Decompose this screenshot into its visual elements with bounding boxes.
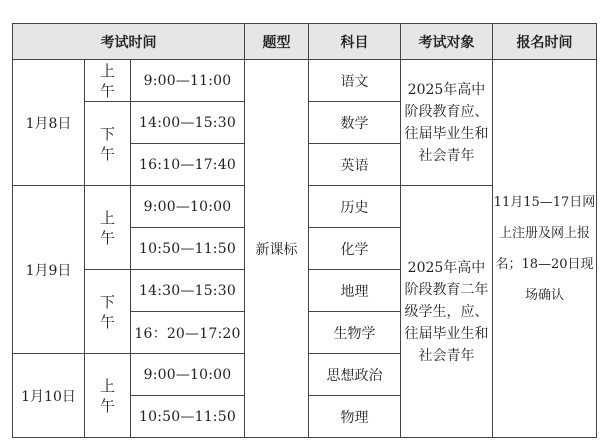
header-subject: 科目 <box>309 24 401 60</box>
period-label: 上午 <box>99 208 115 247</box>
time-cell: 14:30—15:30 <box>131 270 245 312</box>
period-cell <box>85 102 131 186</box>
period-label: 下午 <box>99 292 115 331</box>
header-target: 考试对象 <box>401 24 493 60</box>
day-cell: 1月10日 <box>13 354 85 438</box>
exam-schedule-table <box>12 23 597 438</box>
target-cell: 2025年高中阶段教育二年级学生，应、往届毕业生和社会青年 <box>401 186 493 438</box>
time-cell: 10:50—11:50 <box>131 396 245 438</box>
time-cell: 9:00—10:00 <box>131 186 245 228</box>
day-cell: 1月9日 <box>13 186 85 354</box>
target-cell: 2025年高中阶段教育应、往届毕业生和社会青年 <box>401 60 493 186</box>
table-row <box>13 60 597 102</box>
subject-cell: 数学 <box>309 102 401 144</box>
period-cell <box>85 186 131 270</box>
subject-cell: 生物学 <box>309 312 401 354</box>
question-type-cell: 新课标 <box>245 60 309 438</box>
subject-cell: 物理 <box>309 396 401 438</box>
time-cell: 16：20—17:20 <box>131 312 245 354</box>
period-cell <box>85 270 131 354</box>
period-label: 上午 <box>99 61 115 100</box>
subject-cell: 英语 <box>309 144 401 186</box>
time-cell: 16:10—17:40 <box>131 144 245 186</box>
subject-cell: 语文 <box>309 60 401 102</box>
time-cell: 10:50—11:50 <box>131 228 245 270</box>
subject-cell: 地理 <box>309 270 401 312</box>
period-label: 下午 <box>99 124 115 163</box>
header-exam-time: 考试时间 <box>13 24 245 60</box>
header-row <box>13 24 597 60</box>
subject-cell: 思想政治 <box>309 354 401 396</box>
header-registration: 报名时间 <box>493 24 597 60</box>
period-cell <box>85 60 131 102</box>
subject-cell: 化学 <box>309 228 401 270</box>
period-cell <box>85 354 131 438</box>
period-label: 上午 <box>99 376 115 415</box>
day-cell: 1月8日 <box>13 60 85 186</box>
time-cell: 9:00—11:00 <box>131 60 245 102</box>
time-cell: 9:00—10:00 <box>131 354 245 396</box>
header-question-type: 题型 <box>245 24 309 60</box>
time-cell: 14:00—15:30 <box>131 102 245 144</box>
subject-cell: 历史 <box>309 186 401 228</box>
registration-cell: 11月15—17日网上注册及网上报名；18—20日现场确认 <box>493 60 597 438</box>
